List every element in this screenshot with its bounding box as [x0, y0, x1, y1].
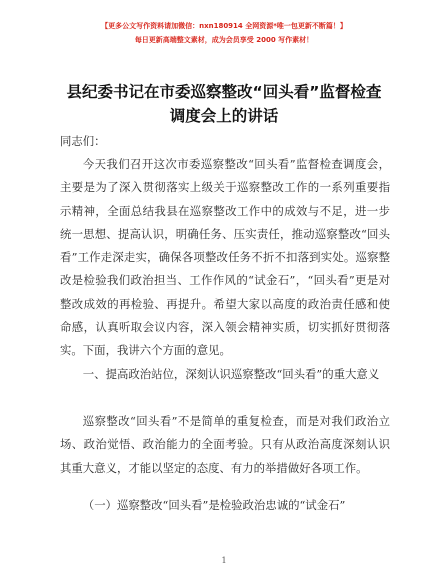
paragraph-intro: 今天我们召开这次市委巡察整改“回头看”监督检查调度会，主要是为了深入贯彻落实上级关于巡察整改工作的一系列重要指示精神，全面总结我县在巡察整改工作中的成效与不足，进一步统一思想、提高认识，明确任务、压实责任，推动巡察整改“回头看”工作走深走实，确保各项整改任务不折不扣落到实处。巡察整改是检验我们政治担当、工作作风的“试金石”，“回头看”更是对整改成效的再检验、再提升。希望大家以高度的政治责任感和使命感，认真听取会议内容，深入领会精神实质，切实抓好贯彻落实。下面，我讲六个方面的意见。	[60, 157, 390, 358]
subsection-heading-1: （一）巡察整改“回头看”是检验政治忠诚的“试金石”	[82, 498, 346, 512]
promo-banner-line-2: 每日更新高端整文素材，成为会员享受 2000 写作素材！	[134, 36, 314, 44]
document-title: 县纪委书记在市委巡察整改“回头看”监督检查调度会上的讲话	[66, 83, 382, 125]
salutation: 同志们：	[60, 134, 106, 148]
paragraph-section-1: 巡察整改“回头看”不是简单的重复检查，而是对我们政治立场、政治觉悟、政治能力的全面考验。只有从政治高度深刻认识其重大意义，才能以坚定的态度、有力的举措做好各项工作。	[60, 414, 390, 475]
page-number: 1	[221, 556, 227, 565]
promo-banner-line-1: 【更多公文写作资料请加微信：nxn180914 全网资源*唯一包更新不断篇！】	[101, 22, 347, 30]
section-heading-1: 一、提高政治站位，深刻认识巡察整改“回头看”的重大意义	[82, 367, 380, 381]
